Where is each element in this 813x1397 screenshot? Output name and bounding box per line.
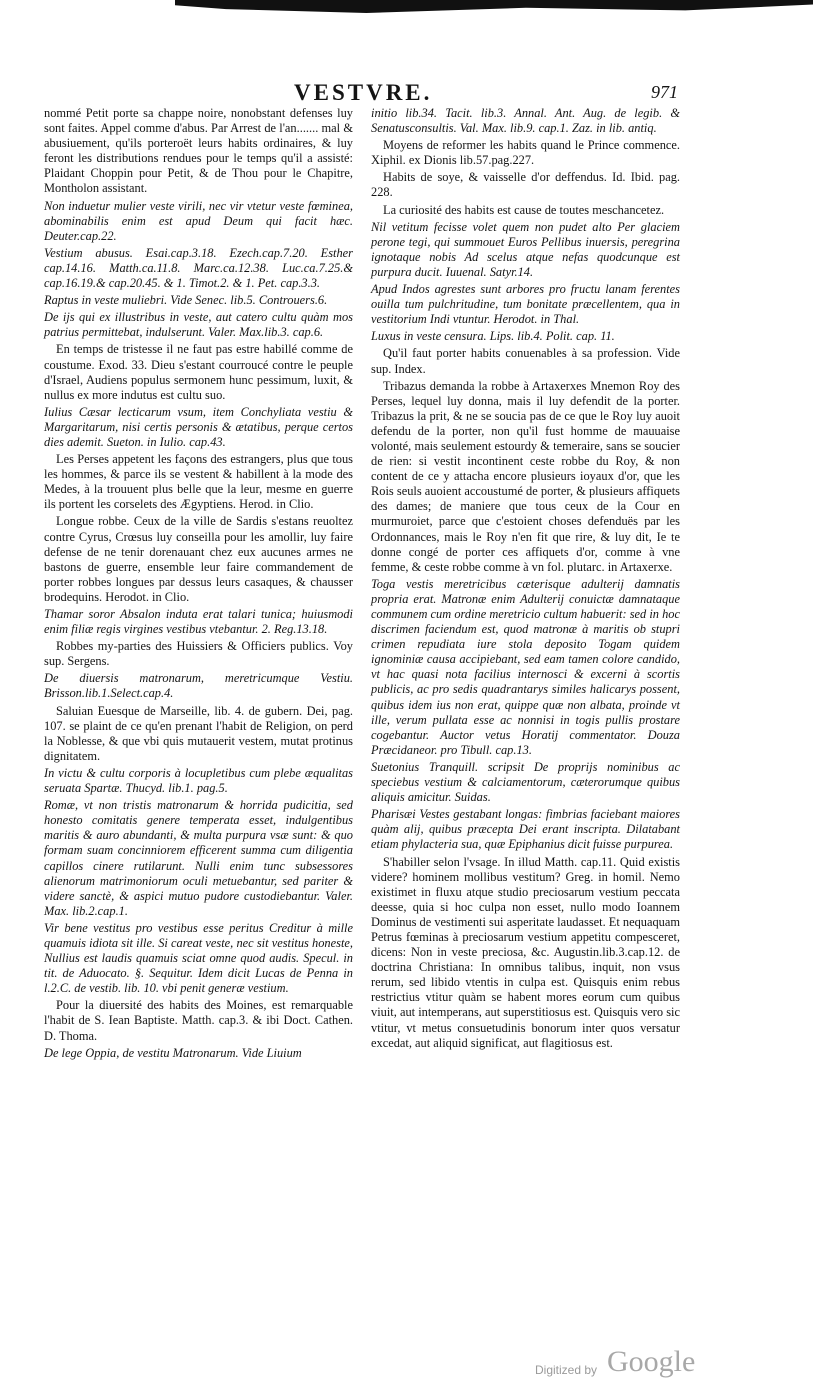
- paragraph: Iulius Cæsar lecticarum vsum, item Conchyliata vestiu & Margaritarum, nisi certis personis & ætatibus, perque certos dies ademit. Sueton. in Iulio. cap.43.: [44, 404, 353, 449]
- paragraph: S'habiller selon l'vsage. In illud Matth. cap.11. Quid existis videre? hominem mollibus vestitum? Greg. in homil. Nemo existimet in fluxu atque studio preciosarum vestium peccata deesse, quia si hoc culpa non esset, nullo modo Ioannem Dominus de vestimenti sui asperitate laudasset. Et nequaquam Petrus fœminas à preciosarum vestium appetitu compesceret, dicens: Non in veste preciosa, &c. Augustin.lib.3.cap.12. de doctrina Christiana: In omnibus talibus, inquit, non vsus rerum, sed libido vtentis in culpa est. Quisquis enim rebus restrictius vtitur quàm se habent mores eorum cum quibus viuit, aut intemperans, aut superstitiosus est. Quisquis vero sic vtitur, vt metus consuetudinis bonorum inter quos versatur excedat, aut aliquid significat, aut flagitiosus est.: [371, 854, 681, 1050]
- top-edge-bar: [175, 0, 813, 13]
- paragraph: Luxus in veste censura. Lips. lib.4. Polit. cap. 11.: [371, 329, 615, 344]
- digitized-by-label: Digitized by: [535, 1363, 598, 1377]
- paragraph: De ijs qui ex illustribus in veste, aut catero cultu quàm mos patrius permittebat, indulserunt. Valer. Max.lib.3. cap.6.: [44, 310, 353, 340]
- paragraph: Romæ, vt non tristis matronarum & horrida pudicitia, sed honesto comitatis genere temperata esset, indulgentibus maritis & auro abundanti, & multa purpura vsæ sunt: & quo formam suam concinniorem efficerent summa cum diligentia capillos cinere rutilarunt. Nulli enim tunc subsessores alienorum matrimoniorum oculi metuebantur, sed pariter & videre sanctè, & aspici mutuo pudore custodiebantur. Valer. Max. lib.2.cap.1.: [44, 798, 353, 918]
- paragraph: Les Perses appetent les façons des estrangers, plus que tous les hommes, & parce ils se vestent & habillent à la mode des Medes, à la trouuent plus belle que la leur, mesme en guerre ils portent les corselets des Ægyptiens. Herod. in Clio.: [44, 452, 353, 512]
- paragraph: De lege Oppia, de vestitu Matronarum. Vide Liuium: [44, 1045, 302, 1060]
- paragraph: Vestium abusus. Esai.cap.3.18. Ezech.cap.7.20. Esther cap.14.16. Matth.ca.11.8. Marc.ca.12.38. Luc.ca.7.25.& cap.16.19.& cap.20.45. & 1. Timot.2. & 1. Pet. cap.3.3.: [44, 245, 353, 291]
- paragraph: Pour la diuersité des habits des Moines, est remarquable l'habit de S. Iean Baptiste. Matth. cap.3. & ibi Doct. Cathen. D. Thoma.: [44, 998, 353, 1043]
- paragraph: Tribazus demanda la robbe à Artaxerxes Mnemon Roy des Perses, lequel luy donna, mais il luy defendit de la porter. Tribazus la prit, & ne se soucia pas de ce que le Roy luy auoit defendu de la porter, non qu'il fust homme de mauuaise volonté, mais seulement estourdy & temeraire, sans se soucier de rien: si vestit incontinent ceste robbe du Roy, & non content de ce y attacha encore plusieurs ioyaux d'or, que les Rois seuls auoient accoustumé de porter, & plusieurs affiquets des dames; de maniere que tous ceux de la Cour en murmuroiet, parce que c'estoient choses defenduës par les Ordonnances, mais le Roy n'en fit que rire, & luy dit, Ie te donne congé de porter ces affiquets d'or, comme à vne femme, & ceste robbe comme à vn fol. plutarc. in Artaxerxe.: [371, 378, 680, 574]
- paragraph: Pharisæi Vestes gestabant longas: fimbrias faciebant maiores quàm alij, quibus præcepta Dei erant inscripta. Dilatabant etiam phylacteria sua, quæ Epiphanius dicit fuisse purpurea.: [371, 807, 680, 852]
- paragraph: nommé Petit porte sa chappe noire, nonobstant defenses luy sont faites. Appel comme d'abus. Par Arrest de l'an....... mal & abusiuement, qu'ils porteroët leurs habits ordinaires, & luy feront les distributions rendues pour le temps qu'il a assisté: Plaidant Choppin pour Petit, & de Thou pour le Chapitre, Montholon assistant.: [44, 106, 353, 196]
- paragraph: Toga vestis meretricibus cæterisque adulterij damnatis propria erat. Matronæ enim Adulterij conuictæ damnataque communem cum ordine meretricio cultum habuerit: sed in hoc discrimen faciendum est, quod matronæ à maritis ob stupri crimen repudiata iure stola deposito Togam quidem ignominiæ causa accipiebant, sed eam tamen colore candido, vt hac quasi nota facilius internosci & excerni à scortis publicis, ac pro sedis quadrantarys similes halicarys possent, quibus idem ius non erat, quippe quæ non albata, proinde vt ille, verum pullata esse ac nonnisi in togis pullis prostare cogebantur. Auctor vetus Horatij commentator. Douza Præcidaneor. pro Tibull. cap.13.: [371, 576, 680, 757]
- paragraph: Raptus in veste muliebri. Vide Senec. lib.5. Controuers.6.: [44, 293, 328, 308]
- running-header: [44, 80, 678, 104]
- paragraph: Apud Indos agrestes sunt arbores pro fructu lanam ferentes ouilla tum pulchritudine, tum bonitate præcellentem, qua in vestitorium Indi vtuntur. Herodot. in Thal.: [371, 282, 680, 327]
- paragraph: Saluian Euesque de Marseille, lib. 4. de gubern. Dei, pag. 107. se plaint de ce qu'en prenant l'habit de Religion, on perd la Noblesse, & que vbi quis mutauerit vestem, mutat protinus dignitatem.: [44, 703, 353, 763]
- right-column: [371, 106, 680, 1053]
- paragraph: Habits de soye, & vaisselle d'or deffendus. Id. Ibid. pag. 228.: [371, 170, 680, 200]
- paragraph: De diuersis matronarum, meretricumque Vestiu. Brisson.lib.1.Select.cap.4.: [44, 671, 353, 701]
- paragraph: Suetonius Tranquill. scripsit De proprijs nominibus ac speciebus vestium & calciamentorum, cæterorumque quibus aliquis amicitur. Suidas.: [371, 759, 680, 805]
- paragraph: Robbes my-parties des Huissiers & Officiers publics. Voy sup. Sergens.: [44, 639, 353, 669]
- paragraph: Nil vetitum fecisse volet quem non pudet alto Per glaciem perone tegi, qui summouet Euros Pellibus inuersis, peregrina ignotaque nobis Ad scelus atque nefas quodcunque est purpura ducit. Iuuenal. Satyr.14.: [371, 219, 680, 279]
- paragraph: Thamar soror Absalon induta erat talari tunica; huiusmodi enim filiæ regis virgines vestibus vtebantur. 2. Reg.13.18.: [44, 607, 353, 637]
- page-number: 971: [651, 82, 678, 102]
- paragraph: La curiosité des habits est cause de toutes meschancetez.: [383, 202, 665, 217]
- paragraph: Vir bene vestitus pro vestibus esse peritus Creditur à mille quamuis idiota sit ille. Si careat veste, nec sit vestitus honeste, Nullius est laudis quamuis sciat omne quod audis. Specul. in tit. de Aduocato. §. Sequitur. Idem dicit Lucas de Penna in l.2.C. de vestib. lib. 10. vbi penit generæ vestium.: [44, 920, 353, 996]
- paragraph: initio lib.34. Tacit. lib.3. Annal. Ant. Aug. de legib. & Senatusconsultis. Val. Max. lib.9. cap.1. Zaz. in lib. antiq.: [371, 106, 680, 136]
- paragraph: Longue robbe. Ceux de la ville de Sardis s'estans reuoltez contre Cyrus, Crœsus luy conseilla pour les amollir, luy faire defense de ne tenir dorenauant chez eux aucunes armes ne bastons de guerre, ensemble leur faire commandement de porter robbes longues par dessus leurs casaques, & chausser brodequins. Herodot. in Clio.: [44, 514, 353, 604]
- paragraph: In victu & cultu corporis à locupletibus cum plebe æqualitas seruata Spartæ. Thucyd. lib.1. pag.5.: [44, 765, 353, 796]
- paragraph: Moyens de reformer les habits quand le Prince commence. Xiphil. ex Dionis lib.57.pag.227.: [371, 138, 680, 168]
- paragraph: Qu'il faut porter habits conuenables à sa profession. Vide sup. Index.: [371, 346, 680, 376]
- left-column: [44, 106, 353, 1063]
- google-logo: Google: [607, 1345, 696, 1378]
- paragraph: Non induetur mulier veste virili, nec vir vtetur veste fœminea, abominabilis enim est apud Deum qui facit hæc. Deuter.cap.22.: [44, 198, 353, 243]
- page-title: VESTVRE.: [294, 80, 433, 105]
- digitized-footer: [535, 1345, 735, 1385]
- paragraph: En temps de tristesse il ne faut pas estre habillé comme de coustume. Exod. 33. Dieu s'estant courroucé contre le peuple d'Israel, Audiens populus sermonem hunc pessimum, luxit, & nullus ex more indutus est cultu suo.: [44, 342, 353, 402]
